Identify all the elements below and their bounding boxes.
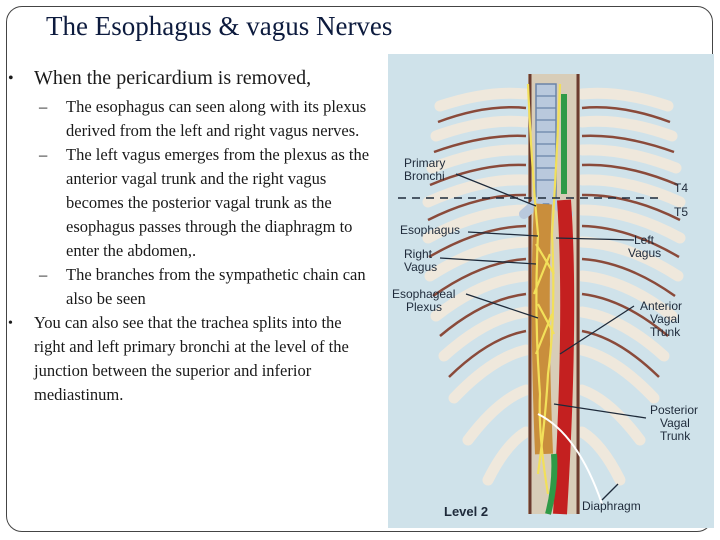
label-t5: T5 <box>674 205 689 219</box>
label-primary-bronchi-2: Bronchi <box>404 169 445 183</box>
slide-title: The Esophagus & vagus Nerves <box>46 11 393 41</box>
label-anterior-vagal-trunk-2: Vagal <box>650 312 680 326</box>
dash-marker: – <box>39 97 48 116</box>
sub-bullet-3 <box>8 263 376 311</box>
label-esophageal-plexus-2: Plexus <box>406 300 443 314</box>
bullet-1-text: When the pericardium is removed, <box>34 67 312 89</box>
label-t4: T4 <box>674 181 689 195</box>
label-left-vagus-1: Left <box>634 233 655 247</box>
label-right-vagus-2: Vagus <box>404 260 438 274</box>
label-anterior-vagal-trunk-1: Anterior <box>640 299 683 313</box>
aorta <box>560 200 567 514</box>
label-level: Level 2 <box>444 504 489 519</box>
dash-marker: – <box>39 265 48 284</box>
label-posterior-vagal-trunk-2: Vagal <box>660 416 690 430</box>
bullet-marker: • <box>8 316 13 331</box>
sub-bullet-1 <box>8 95 376 143</box>
bullet-2-text: You can also see that the trachea splits into the right and left primary bronchi at the level of the junction between the superior and inferior mediastinum. <box>34 313 349 404</box>
dash-marker: – <box>39 145 48 164</box>
bullet-1 <box>8 66 376 91</box>
label-esophageal-plexus-1: Esophageal <box>392 287 456 301</box>
bullet-2 <box>8 311 376 407</box>
label-anterior-vagal-trunk-3: Trunk <box>650 325 681 339</box>
label-diaphragm: Diaphragm <box>582 499 641 513</box>
label-posterior-vagal-trunk-1: Posterior <box>650 403 699 417</box>
label-primary-bronchi-1: Primary <box>404 156 446 170</box>
anatomy-illustration <box>388 54 714 528</box>
bullet-marker: • <box>8 70 14 87</box>
label-left-vagus-2: Vagus <box>628 246 662 260</box>
label-right-vagus-1: Right <box>404 247 433 261</box>
label-esophagus: Esophagus <box>400 223 461 237</box>
sub-bullet-3-text: The branches from the sympathetic chain can also be seen <box>66 265 366 308</box>
sub-bullet-2 <box>8 143 376 263</box>
anatomy-figure <box>388 54 714 528</box>
sub-bullet-1-text: The esophagus can seen along with its plexus derived from the left and right vagus nerves. <box>66 97 367 140</box>
label-posterior-vagal-trunk-3: Trunk <box>660 429 691 443</box>
slide-text <box>8 66 376 411</box>
sub-bullet-2-text: The left vagus emerges from the plexus as the anterior vagal trunk and the right vagus becomes the posterior vagal trunk as the esophagus passes through the diaphragm to enter the abdomen,. <box>66 145 370 260</box>
